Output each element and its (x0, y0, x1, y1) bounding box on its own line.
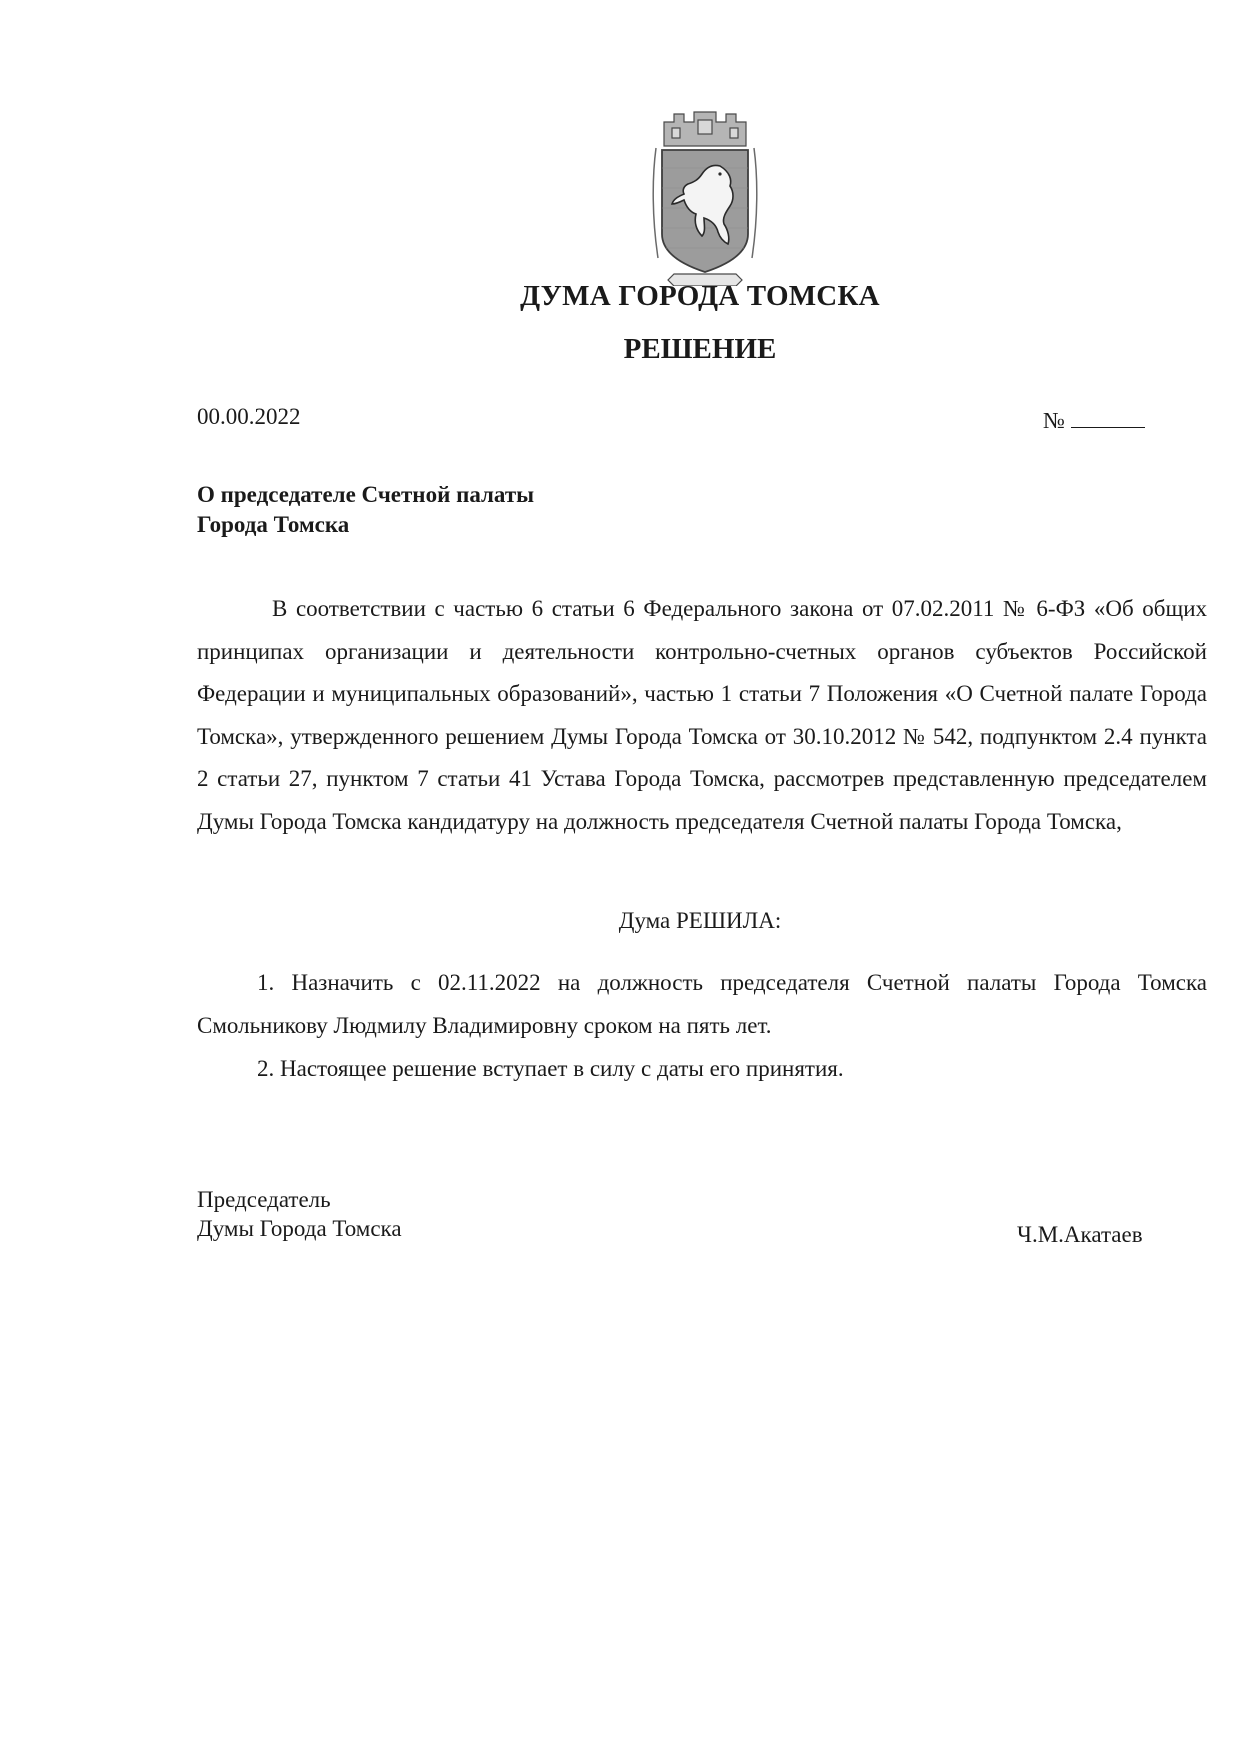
resolution-point-1: 1. Назначить с 02.11.2022 на должность председателя Счетной палаты Города Томска Смольникову Людмилу Владимировну сроком на пять лет. (197, 970, 1207, 1038)
signatory-title-line-1: Председатель (197, 1187, 331, 1212)
organization-title: ДУМА ГОРОДА ТОМСКА (520, 280, 880, 312)
document-number (1043, 408, 1145, 434)
document-subject (197, 480, 534, 540)
document-date: 00.00.2022 (197, 404, 301, 429)
subject-line-2: Города Томска (197, 512, 350, 537)
signatory-title (197, 1185, 402, 1243)
signatory-name: Ч.М.Акатаев (1017, 1222, 1143, 1247)
subject-line-1: О председателе Счетной палаты (197, 482, 535, 507)
resolution-point-2: 2. Настоящее решение вступает в силу с даты его принятия. (257, 1056, 844, 1081)
document-type-title: РЕШЕНИЕ (623, 333, 777, 365)
signatory-title-line-2: Думы Города Томска (197, 1216, 402, 1241)
tomsk-coat-of-arms-icon (650, 108, 760, 286)
resolved-heading: Дума РЕШИЛА: (618, 908, 782, 933)
number-blank-line (1071, 409, 1145, 428)
number-label: № (1043, 408, 1065, 433)
preamble-paragraph: В соответствии с частью 6 статьи 6 Федерального закона от 07.02.2011 № 6-ФЗ «Об общих принципах организации и деятельности контрольно-счетных органов субъектов Российской Федерации и муниципальных образований», частью 1 статьи 7 Положения «О Счетной палате Города Томска», утвержденного решением Думы Города Томска от 30.10.2012 № 542, подпунктом 2.4 пункта 2 статьи 27, пунктом 7 статьи 41 Устава Города Томска, рассмотрев представленную председателем Думы Города Томска кандидатуру на должность председателя Счетной палаты Города Томска, (197, 596, 1207, 834)
